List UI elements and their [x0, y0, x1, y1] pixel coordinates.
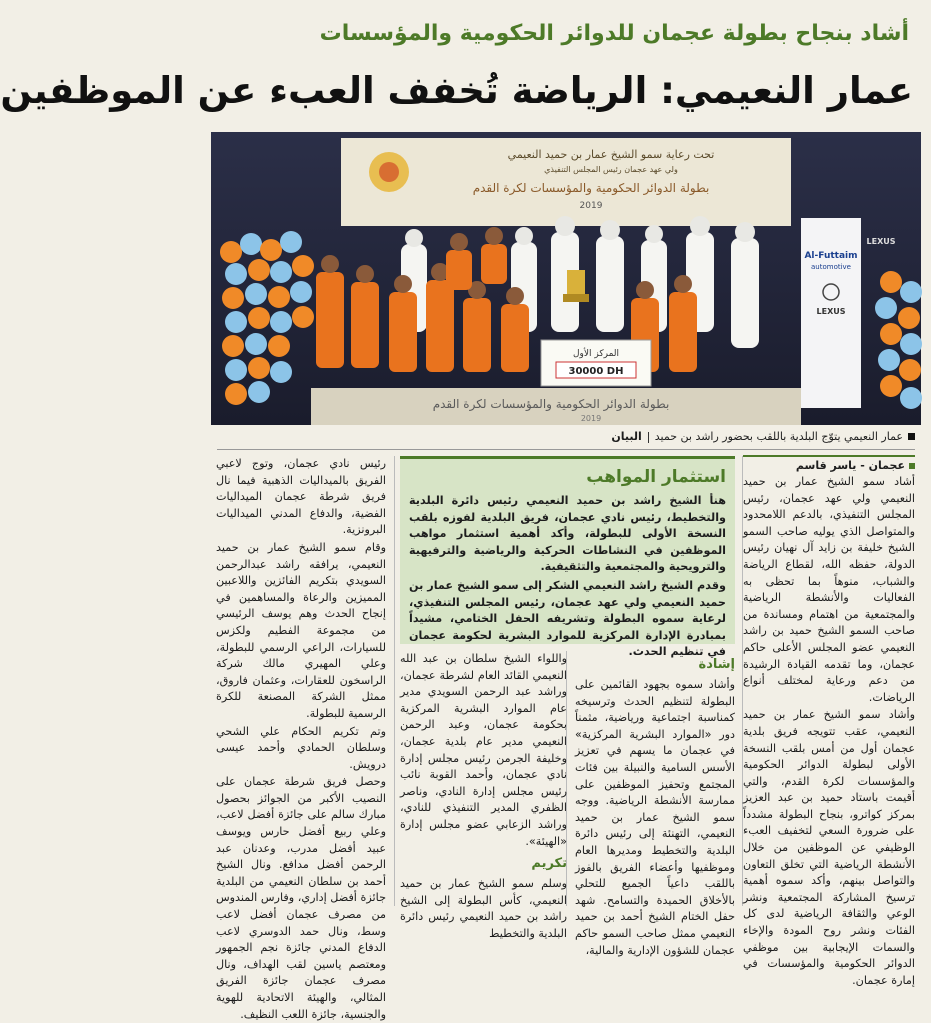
banner-line2: ولي عهد عجمان رئيس المجلس التنفيذي: [544, 165, 678, 174]
caption-marker-icon: [908, 433, 915, 440]
article-column-1: [743, 474, 915, 987]
sponsor-lexus: LEXUS: [816, 307, 846, 316]
paragraph: وأشاد سمو الشيخ عمار بن حميد النعيمي، عقب تتويجه فريق بلدية عجمان أول من أمس بلقب النسخة الأولى لبطولة الدوائر الحكومية والمؤسسات لكرة القدم، والتي أقيمت باستاد حميد بن عبد العزيز بمركز كواترو، بنجاح البطولة مشدداً على ضرورة السعي لتخفيف العبء الوظيفي عن الموظفين من خلال الأنشطة الرياضية التي تخلق التعاون والتواصل بينهم، وأكد سموه أهمية ترسيخ المشاركة المجتمعية ونشر الوعي والثقافة الرياضية لدى كل الفئات ونشر روح المودة والإخاء والسمات الإيجابية بين موظفي الدوائر الحكومية والمؤسسات في إمارة عجمان.: [743, 708, 915, 987]
byline-city: عجمان: [868, 459, 905, 472]
caption-separator: [648, 432, 649, 443]
caption-source: البيان: [611, 430, 642, 443]
column-divider-3: [394, 456, 395, 906]
cheque-amount: 30000 DH: [568, 366, 624, 377]
paragraph: وتم تكريم الحكام علي الشحي وسلطان الحمادي وأحمد عيسى درويش.: [216, 724, 386, 771]
floor-banner-year: 2019: [580, 414, 602, 423]
banner-year: 2019: [579, 201, 603, 211]
kicker-headline: أشاد بنجاح بطولة عجمان للدوائر الحكومية والمؤسسات: [319, 21, 909, 46]
article-column-3: [400, 651, 567, 940]
byline: عجمان - ياسر قاسم: [743, 455, 915, 475]
award-ceremony-photo: [211, 132, 921, 425]
paragraph: هنأ الشيخ راشد بن حميد النعيمي رئيس دائرة البلدية والتخطيط، رئيس نادي عجمان، فريق البلدية لفوزه بلقب النسخة الأولى للبطولة، وأكد أهمية استثمار مواهب الموظفين في النشاطات الحركية والرياضية والترفيهية والترويحية والمجتمعية والتثقيفية.: [409, 494, 726, 574]
paragraph: وأشاد سموه بجهود القائمين على البطولة لتنظيم الحدث وترسيخه كمناسبة اجتماعية ورياضية، مثمناً دور «الموارد البشرية المركزية» في عجمان ما يسهم في تعزيز الأسس السامية والنبيلة بين فئات المجتمع وتحفيز الموظفين على ممارسة الأنشطة الرياضية. ووجه سمو الشيخ عمار بن حميد النعيمي، التهنئة إلى رئيس دائرة البلدية والتخطيط ومديرها العام وموظفيها وأعضاء الفريق بالفوز باللقب داعياً الجميع للتحلي بالأخلاق الحميدة والتسامح. شهد حفل الختام الشيخ أحمد بن حميد النعيمي ممثل صاحب السمو حاكم عجمان للشؤون الإدارية والمالية،: [575, 678, 735, 957]
main-headline: عمار النعيمي: الرياضة تُخفف العبء عن الموظفين: [0, 69, 913, 112]
paragraph: وقام سمو الشيخ عمار بن حميد النعيمي، يرافقه راشد عبدالرحمن السويدي بتكريم الفائزين واللاعبين المميزين والرعاة والمساهمين في إنجاح الحدث وهم يوسف الرئيسي من مجموعة الفطيم ولكزس للسيارات، الراعي الرسمي للبطولة، وعلي المهيري مالك شركة الراسخون للعقارات، وعثمان فاروق، ممثل الشركة المصنعة للكرة الرسمية للبطولة.: [216, 540, 386, 720]
paragraph: أشاد سمو الشيخ عمار بن حميد النعيمي ولي عهد عجمان، رئيس المجلس التنفيذي، بالدعم اللامحدود والمتواصل الذي يوليه صاحب السمو الشيخ خليفة بن زايد آل نهيان رئيس الدولة، حفظه الله، لقطاع الرياضة والشباب، منوهاً بما تحظى به الفعاليات والأنشطة الرياضية والمجتمعية من اهتمام ومساندة من صاحب السمو الشيخ حميد بن راشد النعيمي عضو المجلس الأعلى حاكم عجمان، وما تقدمه القيادة الرشيدة من دعم ورعاية لمختلف أنواع الرياضات.: [743, 475, 915, 704]
paragraph: رئيس نادي عجمان، وتوج لاعبي الفريق بالميداليات الذهبية فيما نال فريق شرطة عجمان الميداليات الفضية، والدفاع المدني الميداليات البرونزية.: [216, 457, 386, 537]
sponsor-alfuttaim: Al-Futtaim: [804, 251, 858, 261]
cheque-title: المركز الأول: [572, 349, 620, 359]
paragraph: واللواء الشيخ سلطان بن عبد الله النعيمي القائد العام لشرطة عجمان، وراشد عبد الرحمن السويدي مدير عام الموارد البشرية المركزية بحكومة عجمان، وعبد الرحمن النعيمي مدير عام بلدية عجمان، وخليفة الجرمن رئيس مجلس إدارة نادي عجمان، وأحمد القوبة نائب رئيس مجلس إدارة النادي، وناصر الظفري المدير التنفيذي للنادي، وراشد الزعابي عضو مجلس إدارة «الهيئة».: [400, 652, 567, 848]
paragraph: وحصل فريق شرطة عجمان على النصيب الأكبر من الجوائز بحصول مبارك سالم على جائزة أفضل لاعب، وعلي ربيع أفضل حارس ويوسف عبيد أفضل مدرب، وعدنان عبد الرحمن أفضل مدافع. ونال الشيخ أحمد بن سلطان النعيمي من البلدية جائزة أفضل إداري، وفارس المندوس من مصرف عجمان أفضل لاعب وسط، ونال حمد الدوسري لاعب الدفاع المدني جائزة نجم الجمهور ومعتصم ياسين لقب الهداف، ونال مصرف عجمان جائزة الفريق المثالي، والهيئة الاتحادية للهوية والجنسية، جائزة اللعب النظيف.: [216, 775, 386, 1021]
banner-line1: تحت رعاية سمو الشيخ عمار بن حميد النعيمي: [507, 148, 715, 161]
subhead-praise: إشادة: [698, 657, 735, 672]
banner-line3: بطولة الدوائر الحكومية والمؤسسات لكرة القدم: [472, 181, 710, 195]
paragraph: وقدم الشيخ راشد النعيمي الشكر إلى سمو الشيخ عمار بن حميد النعيمي ولي عهد عجمان، رئيس المجلس التنفيذي، لرعاية سموه البطولة وتشريفه الحفل الختامي، مشيداً بمبادرة الإدارة المركزية للموارد البشرية لحكومة عجمان في تنظيم الحدث.: [409, 578, 726, 659]
sidebar-box-heading: استثمار المواهب: [586, 467, 726, 487]
subhead-honoring: تكريم: [531, 856, 567, 872]
article-column-4: [216, 456, 386, 1021]
floor-banner-text: بطولة الدوائر الحكومية والمؤسسات لكرة القدم: [432, 397, 670, 411]
article-column-2: [575, 651, 735, 957]
paragraph: وسلم سمو الشيخ عمار بن حميد النعيمي، كأس البطولة إلى الشيخ راشد بن حميد النعيمي رئيس دائرة البلدية والتخطيط: [400, 877, 567, 940]
photo-caption: [217, 428, 915, 446]
byline-author: ياسر قاسم: [795, 459, 857, 472]
caption-text: عمار النعيمي يتوّج البلدية باللقب بحضور راشد بن حميد: [654, 430, 903, 443]
byline-marker-icon: [909, 463, 915, 469]
sidebar-box: [400, 456, 735, 659]
divider-horizontal: [217, 449, 915, 450]
sponsor-alfuttaim-sub: automotive: [811, 263, 851, 271]
sponsor-lexus-2: LEXUS: [866, 237, 896, 246]
